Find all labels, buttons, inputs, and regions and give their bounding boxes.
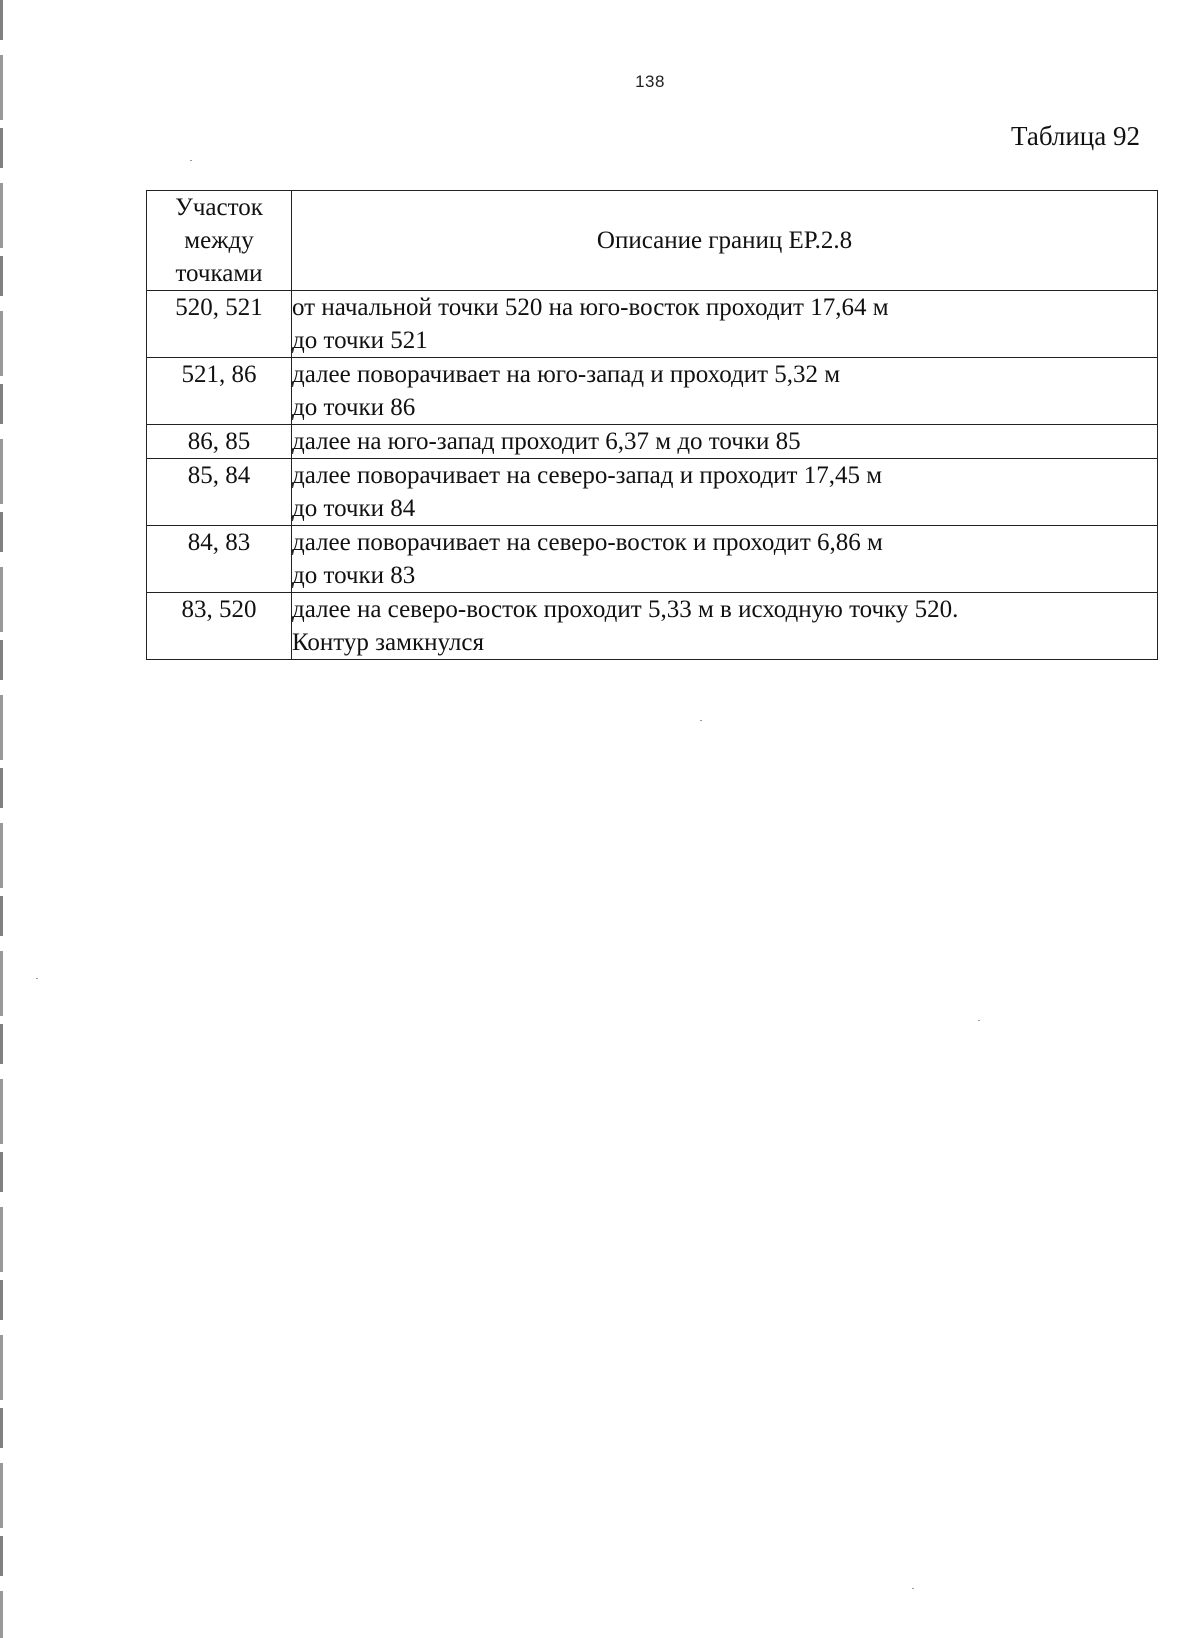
description-cell: [292, 526, 1158, 593]
description-line: до точки 83: [292, 562, 416, 589]
description-cell: [292, 425, 1158, 459]
table-header-row: [147, 191, 1158, 291]
segment-cell: 86, 85: [147, 425, 292, 459]
description-cell: [292, 291, 1158, 358]
segment-cell: 521, 86: [147, 358, 292, 425]
header-description-cell: Описание границ ЕР.2.8: [292, 191, 1158, 291]
segment-cell: 84, 83: [147, 526, 292, 593]
description-cell: [292, 358, 1158, 425]
segment-cell: 83, 520: [147, 593, 292, 660]
table-row: [147, 593, 1158, 660]
page-number: 138: [635, 72, 665, 91]
table-row: [147, 425, 1158, 459]
description-cell: [292, 459, 1158, 526]
description-line: далее поворачивает на юго-запад и проходит 5,32 м: [292, 361, 841, 388]
table-row: [147, 526, 1158, 593]
header-segment-line: точками: [175, 260, 263, 287]
description-line: до точки 84: [292, 495, 416, 522]
scan-speck: [978, 1020, 980, 1021]
boundary-table: [146, 190, 1158, 660]
scan-speck: [912, 1588, 914, 1589]
segment-cell: 520, 521: [147, 291, 292, 358]
table-caption: Таблица 92: [1011, 121, 1140, 151]
description-line: далее на северо-восток проходит 5,33 м в исходную точку 520.: [292, 596, 959, 623]
scan-speck: [700, 720, 702, 721]
header-segment-line: Участок: [175, 194, 263, 221]
description-line: далее поворачивает на северо-запад и проходит 17,45 м: [292, 462, 883, 489]
scan-edge-artifact: [0, 0, 3, 1638]
description-line: до точки 521: [292, 327, 428, 354]
table-row: [147, 358, 1158, 425]
segment-cell: 85, 84: [147, 459, 292, 526]
scan-speck: [190, 160, 192, 161]
description-cell: [292, 593, 1158, 660]
table-row: [147, 459, 1158, 526]
table-row: [147, 291, 1158, 358]
description-line: далее поворачивает на северо-восток и проходит 6,86 м: [292, 529, 883, 556]
scan-speck: [36, 978, 38, 979]
description-line: до точки 86: [292, 394, 416, 421]
description-line: Контур замкнулся: [292, 629, 484, 656]
description-line: от начальной точки 520 на юго-восток проходит 17,64 м: [292, 294, 889, 321]
description-line: далее на юго-запад проходит 6,37 м до точки 85: [292, 428, 801, 455]
header-segment-cell: [147, 191, 292, 291]
header-segment-line: между: [184, 227, 254, 254]
